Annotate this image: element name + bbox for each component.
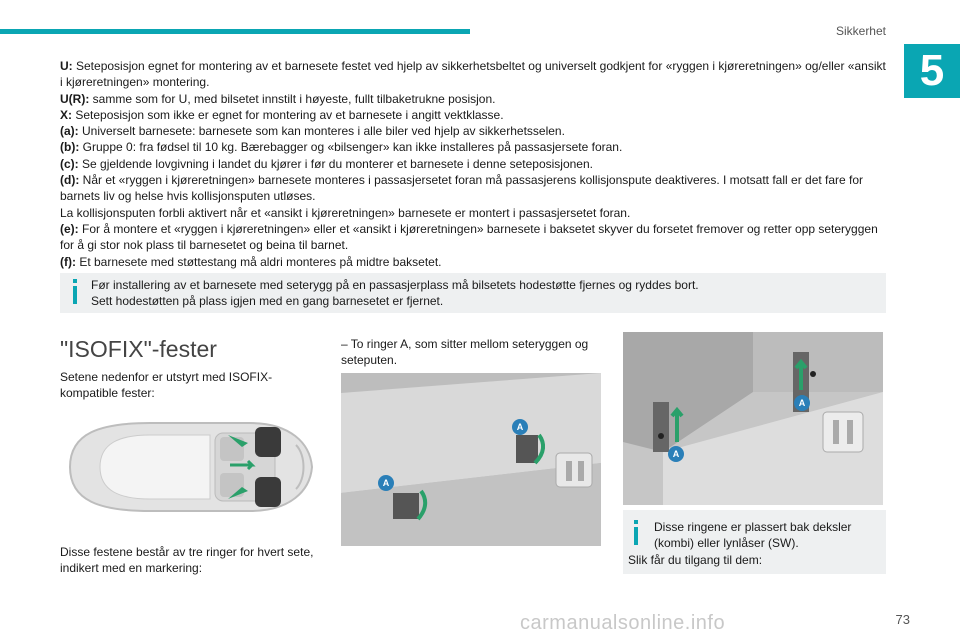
- car-topview-illustration: [60, 415, 316, 519]
- definition-item: (b): Gruppe 0: fra fødsel til 10 kg. Bærebagger og «bilsenger» kan ikke installeres på passasjersete foran.: [60, 140, 623, 155]
- definition-item: La kollisjonsputen forbli aktivert når et «ansikt i kjøreretningen» barnesete er montert i passasjersetet foran.: [60, 205, 631, 220]
- definition-item: U(R): samme som for U, med bilsetet innstilt i høyeste, fullt tilbaketrukne posisjon.: [60, 91, 496, 106]
- info-line: Sett hodestøtten på plass igjen med en gang barnesetet er fjernet.: [91, 294, 444, 308]
- info-box-headrest: [60, 273, 886, 313]
- info-line: Før installering av et barnesete med seterygg på en passasjerplass må bilsetets hodestøtte fjernes og ryddes bort.: [91, 278, 699, 292]
- definition-item: (a): Universelt barnesete: barnesete som kan monteres i alle biler ved hjelp av sikkerhetsselen.: [60, 124, 565, 139]
- definition-item: (d): Når et «ryggen i kjøreretningen» barnesete monteres i passasjersetet foran må passasjerens kollisjonspute deaktiveres. I motsatt fall er det fare for barnets liv og helse hvis kollisjonsputen utløses.: [60, 173, 864, 204]
- section-title: Sikkerhet: [835, 24, 886, 38]
- info-line: Disse ringene er plassert bak deksler (kombi) eller lynlåser (SW).: [654, 520, 852, 550]
- ring-a-badge: A: [668, 446, 684, 462]
- definitions-list: [60, 58, 890, 270]
- info-box-rings-location: [623, 510, 886, 574]
- watermark: carmanualsonline.info: [520, 612, 726, 634]
- definition-item: (c): Se gjeldende lovgivning i landet du kjører i før du monterer et barnesete i denne seteposisjonen.: [60, 156, 593, 171]
- ring-a-text: – To ringer A, som sitter mellom seteryggen og seteputen.: [341, 337, 589, 367]
- header-accent-bar: [0, 29, 470, 34]
- ring-a-badge: A: [512, 419, 528, 435]
- isofix-heading: "ISOFIX"-fester: [60, 336, 217, 362]
- page-number: 73: [895, 612, 910, 627]
- definition-item: (e): For å montere et «ryggen i kjøreretningen» eller et «ansikt i kjøreretningen» barnesete i baksetet skyver du forsetet fremover og retter opp seteryggen for å gi stor nok plass til barnesetet og beina til barnet.: [60, 221, 878, 253]
- ring-a-badge: A: [794, 395, 810, 411]
- ring-a-badge: A: [378, 475, 394, 491]
- definition-item: (f): Et barnesete med støttestang må aldri monteres på midtre baksetet.: [60, 254, 442, 269]
- seat-photo-front-view: [341, 373, 601, 546]
- definition-item: U: Seteposisjon egnet for montering av et barnesete festet ved hjelp av sikkerhetsbeltet og universelt godkjent for «ryggen i kjøreretningen» og/eller «ansikt i kjøreretningen» montering.: [60, 59, 886, 90]
- isofix-rings-text: Disse festene består av tre ringer for hvert sete, indikert med en markering:: [60, 545, 314, 575]
- isofix-intro: Setene nedenfor er utstyrt med ISOFIX-kompatible fester:: [60, 370, 273, 400]
- info-line: Slik får du tilgang til dem:: [628, 553, 763, 567]
- chapter-number-tab: 5: [904, 44, 960, 98]
- definition-item: X: Seteposisjon som ikke er egnet for montering av et barnesete i angitt vektklasse.: [60, 107, 504, 122]
- seat-photo-side-view: [623, 332, 883, 505]
